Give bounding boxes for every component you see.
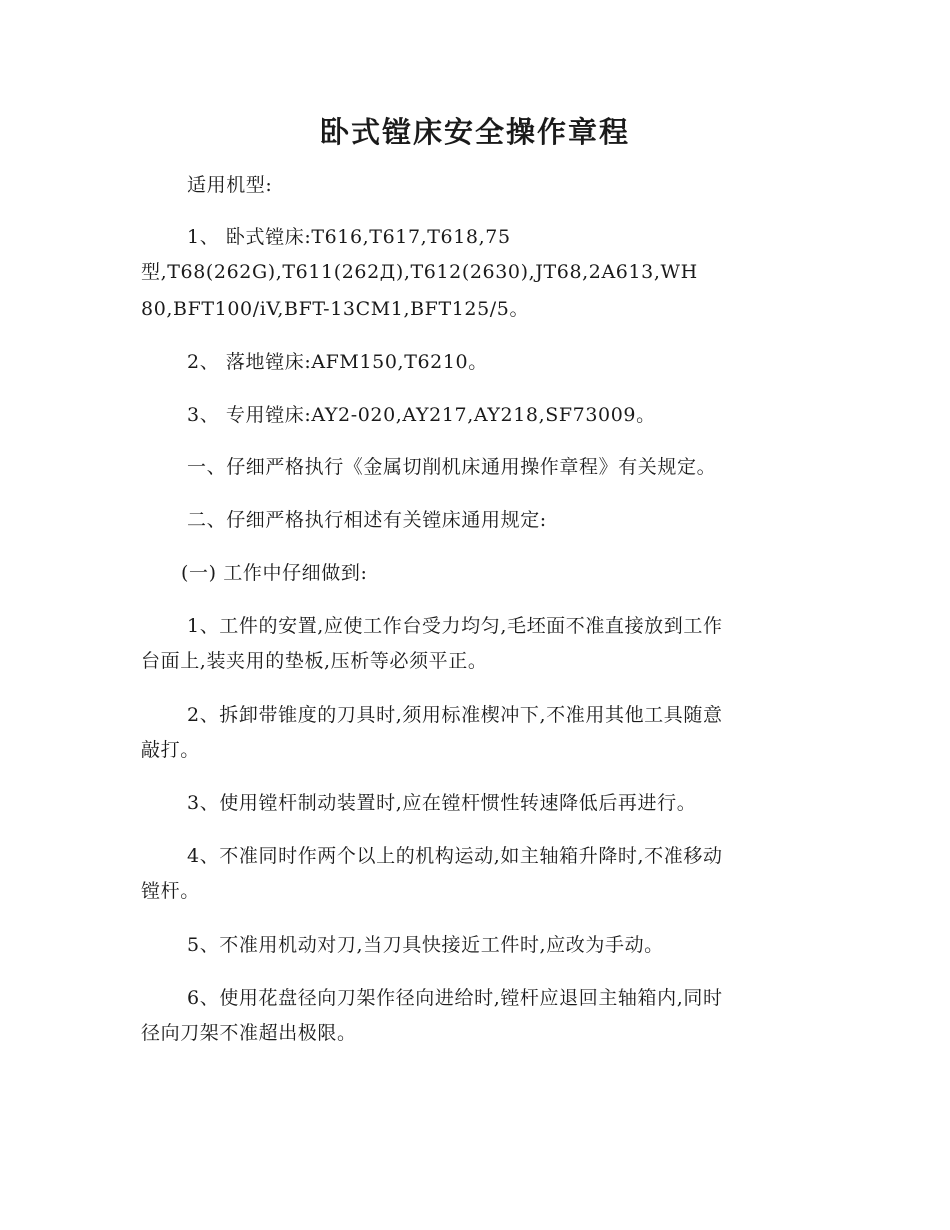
document-title: 卧式镗床安全操作章程 [319, 115, 630, 149]
list-item-2-line-2: 敲打。 [141, 739, 200, 761]
list-item-4-line-1: 4、不准同时作两个以上的机构运动,如主轴箱升降时,不准移动 [187, 845, 723, 867]
model-item-1 [141, 217, 811, 329]
model-item-1-line-2: 型,T68(262G),T611(262Д),T612(2630),JT68,2A613,WH [141, 261, 698, 283]
list-item-3: 3、使用镗杆制动装置时,应在镗杆惯性转速降低后再进行。 [187, 792, 697, 814]
list-item-6-line-1: 6、使用花盘径向刀架作径向进给时,镗杆应退回主轴箱内,同时 [187, 987, 723, 1009]
model-item-1-line-1: 1、 卧式镗床:T616,T617,T618,75 [187, 226, 511, 248]
applicable-models-label: 适用机型: [187, 174, 273, 196]
list-item-6 [141, 978, 811, 1053]
section-1-heading: (一) 工作中仔细做到: [181, 562, 368, 584]
model-item-1-line-3: 80,BFT100/iV,BFT-13CM1,BFT125/5。 [141, 298, 530, 320]
list-item-5: 5、不准用机动对刀,当刀具快接近工件时,应改为手动。 [187, 934, 664, 956]
list-item-2-line-1: 2、拆卸带锥度的刀具时,须用标准楔冲下,不准用其他工具随意 [187, 704, 723, 726]
model-item-2: 2、 落地镗床:AFM150,T6210。 [187, 351, 488, 373]
list-item-1-line-1: 1、工件的安置,应使工作台受力均匀,毛坯面不准直接放到工作 [187, 615, 723, 637]
rule-2: 二、仔细严格执行相述有关镗床通用规定: [187, 509, 547, 531]
list-item-4-line-2: 镗杆。 [141, 880, 200, 902]
list-item-4 [141, 836, 811, 911]
list-item-6-line-2: 径向刀架不准超出极限。 [141, 1022, 357, 1044]
list-item-1-line-2: 台面上,装夹用的垫板,压析等必须平正。 [141, 650, 488, 672]
list-item-2 [141, 695, 811, 770]
rule-1: 一、仔细严格执行《金属切削机床通用操作章程》有关规定。 [187, 456, 717, 478]
list-item-1 [141, 606, 811, 681]
model-item-3: 3、 专用镗床:AY2-020,AY217,AY218,SF73009。 [187, 404, 656, 426]
